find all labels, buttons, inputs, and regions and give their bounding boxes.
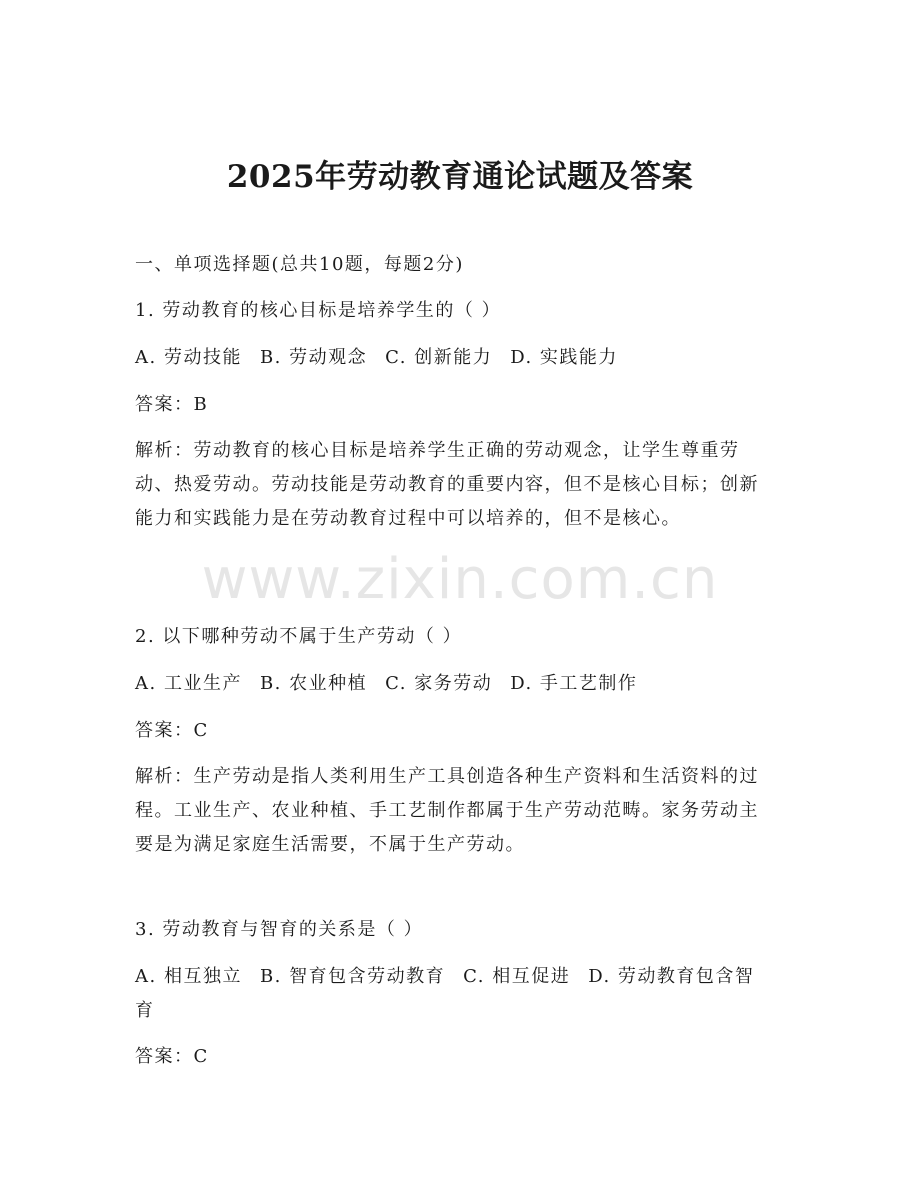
question-2-options — [135, 667, 785, 701]
question-1-options — [135, 341, 785, 375]
question-2-stem: 2. 以下哪种劳动不属于生产劳动（ ） — [135, 626, 463, 647]
question-3-option-a: A. 相互独立 — [135, 966, 242, 987]
document-title: 2025年劳动教育通论试题及答案 — [226, 159, 694, 195]
question-2-option-c: C. 家务劳动 — [385, 673, 493, 694]
question-1-option-c: C. 创新能力 — [385, 347, 493, 368]
question-3-stem: 3. 劳动教育与智育的关系是（ ） — [135, 919, 424, 940]
question-3-answer: 答案：C — [135, 1046, 209, 1067]
watermark: www.zixin.com.cn — [201, 547, 719, 612]
question-2-option-a: A. 工业生产 — [135, 673, 242, 694]
section-heading: 一、单项选择题(总共10题，每题2分) — [135, 254, 464, 275]
question-2-option-b: B. 农业种植 — [259, 673, 368, 694]
question-3-options — [135, 960, 775, 1028]
question-1-answer: 答案：B — [135, 394, 209, 415]
question-2-analysis: 解析：生产劳动是指人类利用生产工具创造各种生产资料和生活资料的过程。工业生产、农业种植、手工艺制作都属于生产劳动范畴。家务劳动主要是为满足家庭生活需要，不属于生产劳动。 — [135, 766, 759, 855]
question-1-option-a: A. 劳动技能 — [135, 347, 242, 368]
question-2-option-d: D. 手工艺制作 — [510, 673, 638, 694]
question-1-stem: 1. 劳动教育的核心目标是培养学生的（ ） — [135, 300, 502, 321]
question-3-option-b: B. 智育包含劳动教育 — [259, 966, 446, 987]
question-1-analysis: 解析：劳动教育的核心目标是培养学生正确的劳动观念，让学生尊重劳动、热爱劳动。劳动技能是劳动教育的重要内容，但不是核心目标；创新能力和实践能力是在劳动教育过程中可以培养的，但不是核心。 — [135, 440, 759, 529]
question-2-answer: 答案：C — [135, 720, 209, 741]
question-1-option-d: D. 实践能力 — [510, 347, 618, 368]
question-3-option-c: C. 相互促进 — [463, 966, 571, 987]
question-3-option-d: D. 劳动教育包含智育 — [135, 966, 755, 1021]
question-1-option-b: B. 劳动观念 — [259, 347, 368, 368]
